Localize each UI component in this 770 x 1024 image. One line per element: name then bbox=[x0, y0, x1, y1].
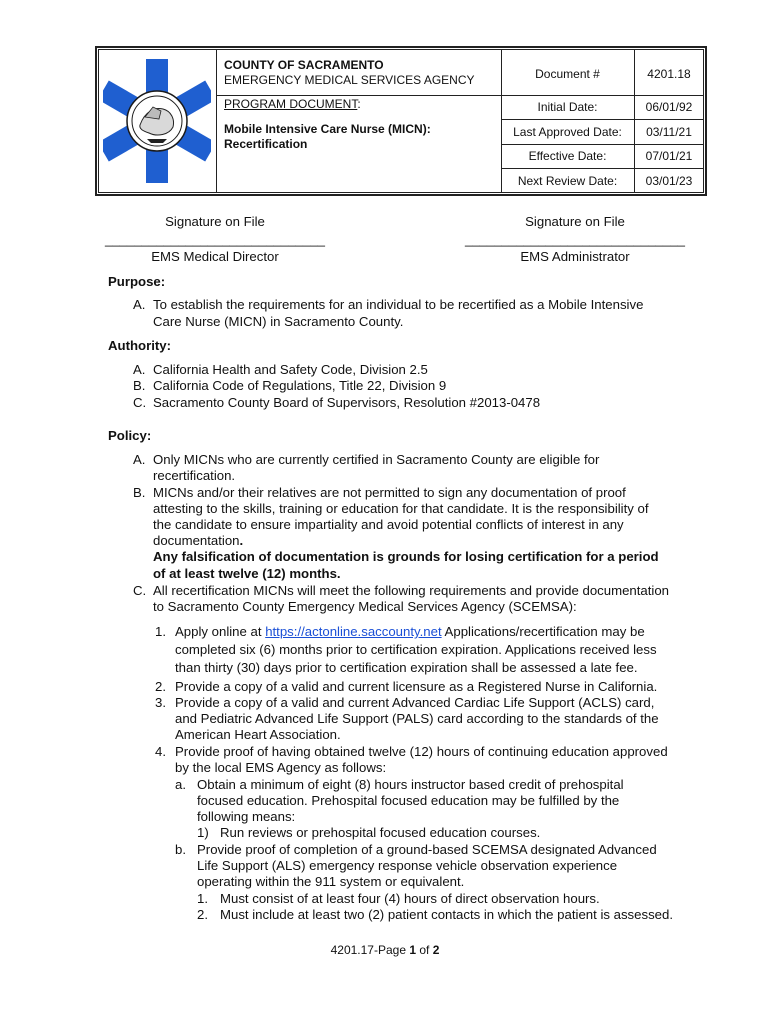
page-footer bbox=[0, 943, 770, 957]
meta-label-document: Document # bbox=[535, 67, 600, 81]
purpose-a-marker: A. bbox=[133, 297, 146, 312]
req-1-marker: 1. bbox=[155, 624, 166, 639]
policy-a-line1: Only MICNs who are currently certified in Sacramento County are eligible for bbox=[153, 452, 600, 467]
purpose-a-line1: To establish the requirements for an individual to be recertified as a Mobile Intensive bbox=[153, 297, 644, 312]
req-3-line3: American Heart Association. bbox=[175, 727, 341, 742]
meta-value-effective: 07/01/21 bbox=[645, 149, 693, 163]
req-2-marker: 2. bbox=[155, 679, 166, 694]
footer-page-total: 2 bbox=[432, 943, 440, 957]
authority-a-text: California Health and Safety Code, Division 2.5 bbox=[153, 362, 428, 377]
req-4b-line1: Provide proof of completion of a ground-based SCEMSA designated Advanced bbox=[197, 842, 657, 857]
req-4a-line1: Obtain a minimum of eight (8) hours instructor based credit of prehospital bbox=[197, 777, 624, 792]
meta-value-initial: 06/01/92 bbox=[645, 100, 693, 114]
purpose-a-line2: Care Nurse (MICN) in Sacramento County. bbox=[153, 314, 404, 329]
policy-heading: Policy: bbox=[108, 428, 152, 443]
signature-right-role: EMS Administrator bbox=[520, 249, 630, 264]
signature-left-line: ______________________________ bbox=[104, 232, 326, 247]
req-4a-sub1-text: Run reviews or prehospital focused education courses. bbox=[220, 825, 541, 840]
county-name: COUNTY OF SACRAMENTO bbox=[224, 58, 384, 72]
signature-right-status: Signature on File bbox=[525, 214, 625, 229]
meta-value-last-approved: 03/11/21 bbox=[646, 125, 692, 139]
req-3-line2: and Pediatric Advanced Life Support (PALS) card according to the standards of the bbox=[175, 711, 659, 726]
req-4-line2: by the local EMS Agency as follows: bbox=[175, 760, 387, 775]
policy-c-line1: All recertification MICNs will meet the following requirements and provide documentation bbox=[153, 583, 670, 598]
policy-c-marker: C. bbox=[133, 583, 147, 598]
req-1-line3: than thirty (30) days prior to certification expiration shall be assessed a late fee. bbox=[175, 660, 638, 675]
policy-b-marker: B. bbox=[133, 485, 146, 500]
footer-prefix: 4201.17-Page bbox=[330, 943, 410, 957]
req-4b-marker: b. bbox=[175, 842, 186, 857]
policy-c-line2: to Sacramento County Emergency Medical Services Agency (SCEMSA): bbox=[153, 599, 577, 614]
meta-label-effective: Effective Date: bbox=[528, 149, 607, 163]
footer-of: of bbox=[416, 943, 433, 957]
doc-title-line1: Mobile Intensive Care Nurse (MICN): bbox=[224, 122, 431, 136]
req-4b-line2: Life Support (ALS) emergency response vehicle observation experience bbox=[197, 858, 618, 873]
footer-page-number: 1 bbox=[409, 943, 417, 957]
actonline-link[interactable]: https://actonline.saccounty.net bbox=[265, 624, 442, 639]
program-document-label bbox=[224, 97, 361, 112]
agency-name: EMERGENCY MEDICAL SERVICES AGENCY bbox=[224, 73, 475, 87]
meta-value-next-review: 03/01/23 bbox=[645, 174, 693, 188]
authority-b-text: California Code of Regulations, Title 22, Division 9 bbox=[153, 378, 447, 393]
policy-a-marker: A. bbox=[133, 452, 146, 467]
req-4-line1: Provide proof of having obtained twelve (12) hours of continuing education approved bbox=[175, 744, 668, 759]
policy-b-line4-period: . bbox=[239, 533, 244, 548]
req-1-post: Applications/recertification may be bbox=[441, 624, 645, 639]
policy-b-bold1: Any falsification of documentation is grounds for losing certification for a period bbox=[153, 549, 659, 564]
authority-a-marker: A. bbox=[133, 362, 146, 377]
purpose-heading: Purpose: bbox=[108, 274, 166, 289]
policy-b-line4-text: documentation bbox=[153, 533, 240, 548]
policy-b-line3: the candidate to ensure impartiality and avoid potential conflicts of interest in any bbox=[153, 517, 624, 532]
req-2-text: Provide a copy of a valid and current licensure as a Registered Nurse in California. bbox=[175, 679, 658, 694]
policy-b-line1: MICNs and/or their relatives are not permitted to sign any documentation of proof bbox=[153, 485, 626, 500]
req-3-line1: Provide a copy of a valid and current Advanced Cardiac Life Support (ACLS) card, bbox=[175, 695, 655, 710]
authority-c-text: Sacramento County Board of Supervisors, Resolution #2013-0478 bbox=[153, 395, 541, 410]
doc-title-line2: Recertification bbox=[224, 137, 308, 151]
meta-label-initial: Initial Date: bbox=[537, 100, 598, 114]
req-4b-sub2-text: Must include at least two (2) patient contacts in which the patient is assessed. bbox=[220, 907, 674, 922]
req-4b-sub2-marker: 2. bbox=[197, 907, 208, 922]
authority-b-marker: B. bbox=[133, 378, 146, 393]
req-4-marker: 4. bbox=[155, 744, 166, 759]
req-1-line2: completed six (6) months prior to certification expiration. Applications received less bbox=[175, 642, 657, 657]
signature-left-status: Signature on File bbox=[165, 214, 265, 229]
authority-c-marker: C. bbox=[133, 395, 147, 410]
meta-label-last-approved: Last Approved Date: bbox=[513, 125, 622, 139]
req-4b-sub1-text: Must consist of at least four (4) hours of direct observation hours. bbox=[220, 891, 600, 906]
signature-left-role: EMS Medical Director bbox=[151, 249, 279, 264]
policy-b-bold2: of at least twelve (12) months. bbox=[153, 566, 341, 581]
req-1-line1 bbox=[175, 624, 645, 641]
program-document-text: PROGRAM DOCUMENT bbox=[224, 97, 358, 111]
req-4a-line3: following means: bbox=[197, 809, 296, 824]
policy-b-line4 bbox=[153, 533, 243, 550]
logo bbox=[103, 53, 211, 189]
star-of-life-seal-icon bbox=[103, 53, 211, 189]
req-4a-marker: a. bbox=[175, 777, 186, 792]
signature-right-line: ______________________________ bbox=[464, 232, 686, 247]
authority-heading: Authority: bbox=[108, 338, 171, 353]
meta-value-document: 4201.18 bbox=[647, 67, 691, 81]
req-4a-sub1-marker: 1) bbox=[197, 825, 209, 840]
req-4b-sub1-marker: 1. bbox=[197, 891, 208, 906]
meta-label-next-review: Next Review Date: bbox=[517, 174, 618, 188]
req-3-marker: 3. bbox=[155, 695, 166, 710]
req-4b-line3: operating within the 911 system or equivalent. bbox=[197, 874, 465, 889]
req-4a-line2: focused education. Prehospital focused education may be fulfilled by the bbox=[197, 793, 620, 808]
policy-a-line2: recertification. bbox=[153, 468, 236, 483]
policy-b-line2: attesting to the skills, training or education for that candidate. It is the responsibility of bbox=[153, 501, 649, 516]
req-1-pre: Apply online at bbox=[175, 624, 266, 639]
program-document-colon: : bbox=[357, 97, 361, 111]
